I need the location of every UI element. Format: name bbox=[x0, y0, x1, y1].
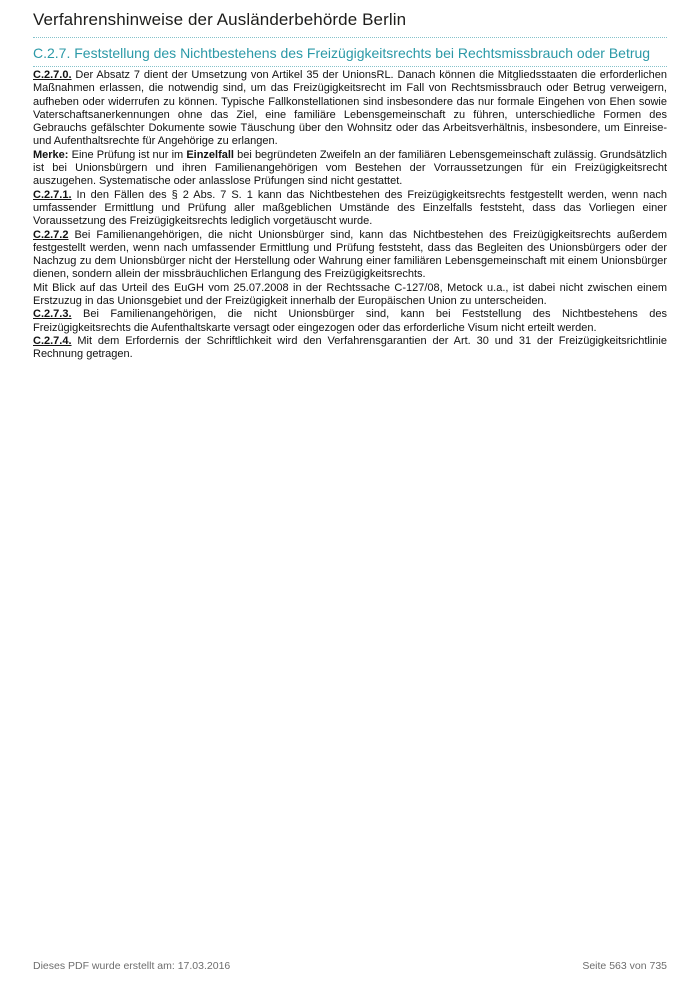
paragraph bbox=[33, 282, 667, 309]
emphasis-text: C.2.7.1. bbox=[33, 188, 72, 201]
section-heading: C.2.7. Feststellung des Nichtbestehens des Freizügigkeitsrechts bei Rechtsmissbrauch oder Betrug bbox=[33, 45, 651, 61]
body-text-segment: In den Fällen des § 2 Abs. 7 S. 1 kann das Nichtbestehen des Freizügigkeitsrechts festgestellt werden, wenn nach umfassender Ermittlung und Prüfung aller maßgeblichen Umstände des Einzelfalls feststeht, dass das Vorliegen einer Voraussetzung des Freizügigkeitsrechts lediglich vorgetäuscht wurde. bbox=[33, 188, 667, 228]
emphasis-text: Merke: bbox=[33, 148, 69, 161]
emphasis-text: C.2.7.0. bbox=[33, 69, 72, 81]
page-footer bbox=[33, 960, 667, 972]
document-body bbox=[33, 69, 667, 362]
body-text-segment: Bei Familienangehörigen, die nicht Unionsbürger sind, kann das Nichtbestehen des Freizügigkeitsrechts außerdem festgestellt werden, wenn nach umfassender Ermittlung und Prüfung feststeht, dass das Begleiten des Unionsbürgers oder der Nachzug zu dem Unionsbürger nicht der Herstellung oder Wahrung einer familiären Lebensgemeinschaft mit einem Unionsbürger dienen, sondern allein der missbräuchlichen Erlangung des Freizügigkeitsrechts. bbox=[33, 228, 667, 281]
emphasis-text: C.2.7.4. bbox=[33, 334, 72, 347]
body-text-segment: bei begründeten Zweifeln an der familiären Lebensgemeinschaft zulässig. Grundsätzlich ist bei Unionsbürgern und ihren Familienangehörigen vom Bestehen der Vorraussetzungen für ein Freizügigkeitsrecht auszugehen. Systematische oder anlasslose Prüfungen sind nicht gestattet. bbox=[33, 148, 667, 188]
paragraph bbox=[33, 335, 667, 362]
emphasis-text: C.2.7.3. bbox=[33, 308, 72, 321]
paragraph bbox=[33, 149, 667, 189]
body-text-segment: Mit Blick auf das Urteil des EuGH vom 25.07.2008 in der Rechtssache C-127/08, Metock u.a., ist dabei nicht zwischen einem Erstzuzug in das Unionsgebiet und der Freizügigkeit innerhalb der Europäischen Union zu unterscheiden. bbox=[33, 281, 667, 308]
paragraph bbox=[33, 229, 667, 282]
paragraph bbox=[33, 69, 667, 149]
footer-created-date: Dieses PDF wurde erstellt am: 17.03.2016 bbox=[33, 960, 231, 972]
emphasis-text: C.2.7.2 bbox=[33, 228, 69, 241]
document-header bbox=[33, 0, 667, 38]
footer-page-number: Seite 563 von 735 bbox=[582, 960, 667, 972]
body-text-segment: Der Absatz 7 dient der Umsetzung von Artikel 35 der UnionsRL. Danach können die Mitgliedsstaaten die erforderlichen Maßnahmen erlassen, die notwendig sind, um das Freizügigkeitsrecht im Fall von Rechtsmissbrauch oder Betrug verweigern, aufheben oder widerrufen zu können. Typische Fallkonstellationen sind insbesondere das nur formale Eingehen von Ehen sowie Vaterschaftsanerkennungen ohne das Ziel, eine familiäre Lebensgemeinschaft zu führen, unterschiedliche Formen des Gebrauchs gefälschter Dokumente sowie Täuschung über den Wohnsitz oder das Arbeitsverhältnis, insbesondere, um Einreise- und Aufenthaltsrechte für Angehörige zu erlangen. bbox=[33, 69, 667, 148]
paragraph bbox=[33, 308, 667, 335]
body-text-segment: Bei Familienangehörigen, die nicht Unionsbürger sind, kann bei Feststellung des Nichtbestehens des Freizügigkeitsrechts die Aufenthaltskarte versagt oder eingezogen oder das erforderliche Visum nicht erteilt werden. bbox=[33, 308, 667, 334]
body-text-segment: Mit dem Erfordernis der Schriftlichkeit wird den Verfahrensgarantien der Art. 30 und 31 der Freizügigkeitsrichtlinie Rechnung getragen. bbox=[33, 334, 667, 361]
body-text-segment: Eine Prüfung ist nur im bbox=[68, 148, 187, 161]
emphasis-text: Einzelfall bbox=[186, 148, 234, 161]
paragraph bbox=[33, 189, 667, 229]
section-heading-block bbox=[33, 38, 667, 67]
document-title: Verfahrenshinweise der Ausländerbehörde Berlin bbox=[33, 10, 407, 29]
